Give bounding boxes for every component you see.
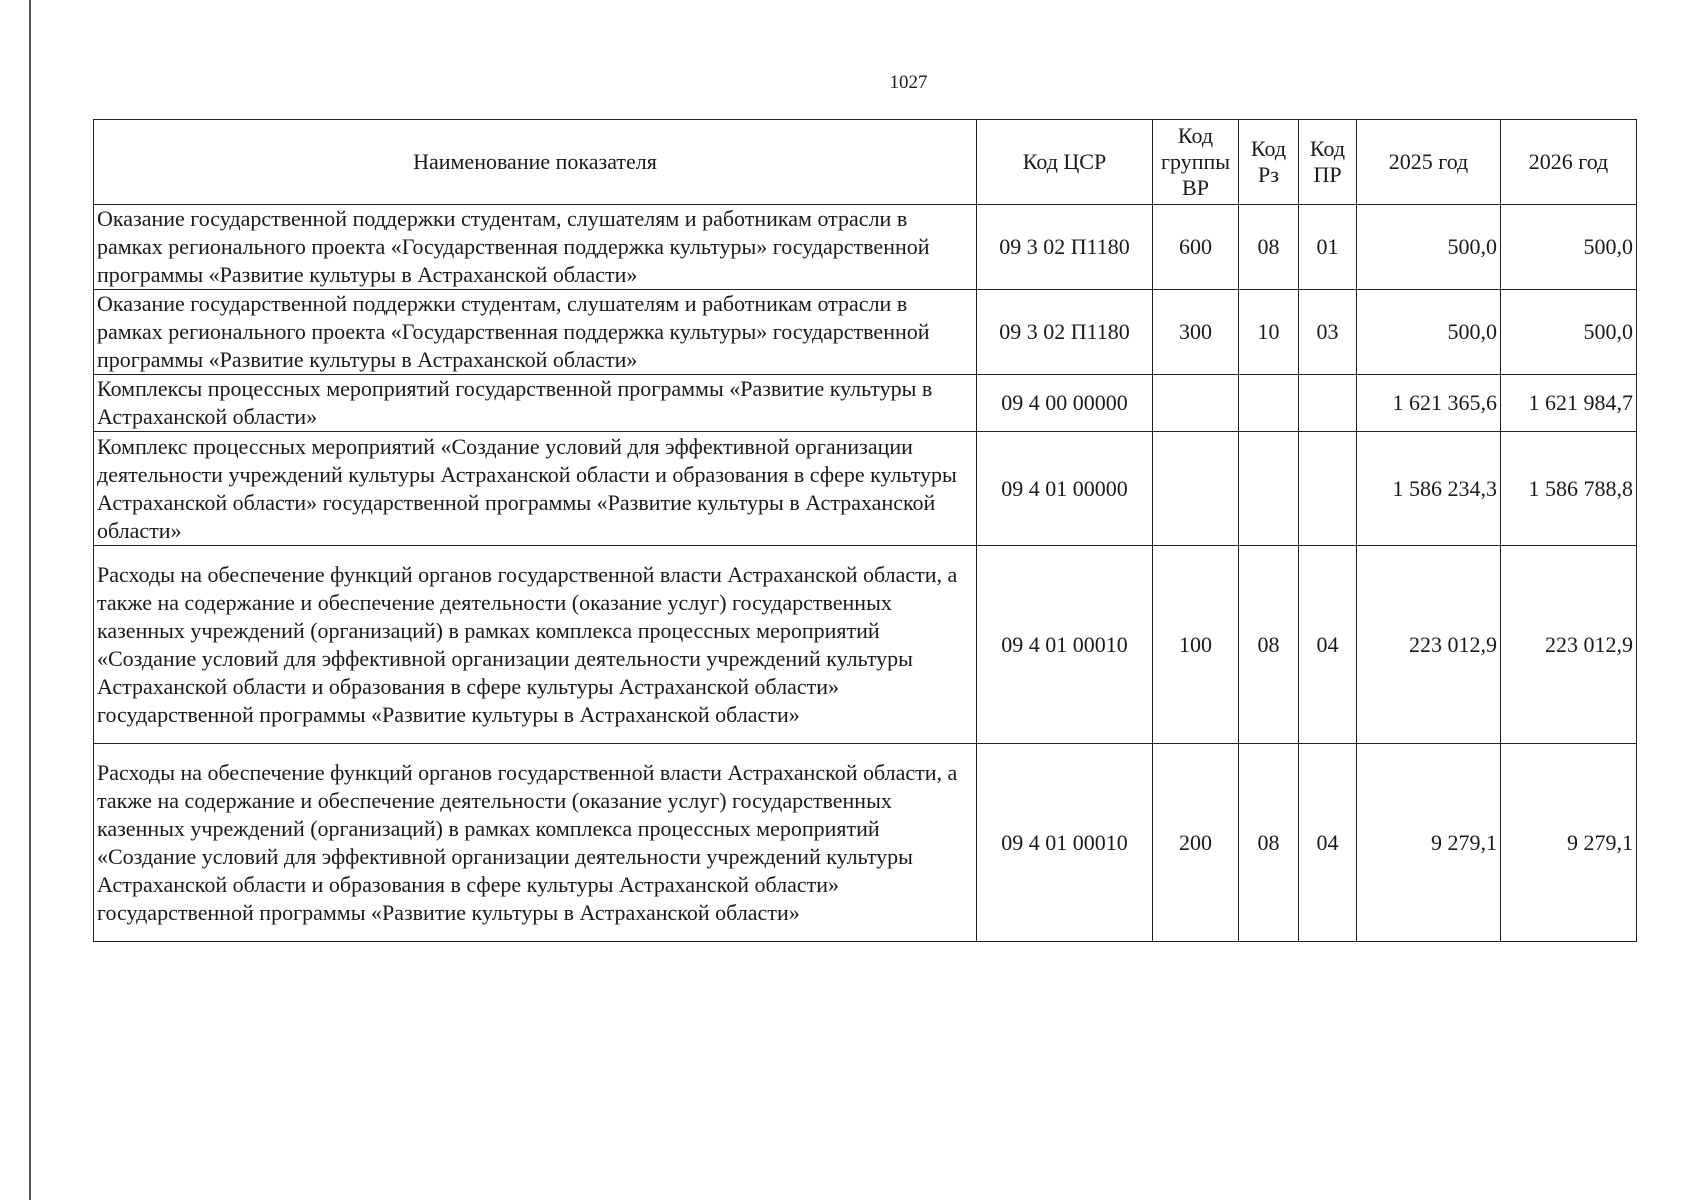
table-row [94, 744, 1637, 942]
header-year-2026: 2026 год [1501, 120, 1637, 205]
table-row [94, 290, 1637, 375]
table-header [94, 120, 1637, 205]
row-vr-code [1153, 375, 1239, 432]
row-amount-2026: 9 279,1 [1501, 744, 1637, 942]
header-row [94, 120, 1637, 205]
row-amount-2026: 1 586 788,8 [1501, 432, 1637, 546]
row-rz-code [1239, 432, 1299, 546]
row-vr-code: 300 [1153, 290, 1239, 375]
row-name: Комплекс процессных мероприятий «Создание условий для эффективной организации деятельности учреждений культуры Астраханской области и образования в сфере культуры Астраханской области» государственной программы «Развитие культуры в Астраханской области» [94, 432, 977, 546]
header-rz-code: Код Рз [1239, 120, 1299, 205]
table-row [94, 546, 1637, 744]
page-number: 1027 [889, 72, 928, 93]
row-pr-code: 03 [1299, 290, 1357, 375]
row-rz-code: 10 [1239, 290, 1299, 375]
header-pr-code: Код ПР [1299, 120, 1357, 205]
row-amount-2025: 1 621 365,6 [1357, 375, 1501, 432]
row-amount-2026: 223 012,9 [1501, 546, 1637, 744]
row-vr-code: 200 [1153, 744, 1239, 942]
row-amount-2026: 1 621 984,7 [1501, 375, 1637, 432]
row-amount-2025: 500,0 [1357, 290, 1501, 375]
row-pr-code: 04 [1299, 546, 1357, 744]
row-rz-code [1239, 375, 1299, 432]
header-name: Наименование показателя [94, 120, 977, 205]
row-amount-2026: 500,0 [1501, 290, 1637, 375]
row-vr-code: 600 [1153, 205, 1239, 290]
table-row [94, 432, 1637, 546]
row-csr-code: 09 4 01 00000 [977, 432, 1153, 546]
row-pr-code: 01 [1299, 205, 1357, 290]
header-vr-code: Код группы ВР [1153, 120, 1239, 205]
row-pr-code [1299, 375, 1357, 432]
row-pr-code [1299, 432, 1357, 546]
row-rz-code: 08 [1239, 205, 1299, 290]
row-name: Оказание государственной поддержки студентам, слушателям и работникам отрасли в рамках регионального проекта «Государственная поддержка культуры» государственной программы «Развитие культуры в Астраханской области» [94, 290, 977, 375]
row-name: Комплексы процессных мероприятий государственной программы «Развитие культуры в Астраханской области» [94, 375, 977, 432]
row-vr-code: 100 [1153, 546, 1239, 744]
row-vr-code [1153, 432, 1239, 546]
row-csr-code: 09 4 01 00010 [977, 546, 1153, 744]
row-name: Оказание государственной поддержки студентам, слушателям и работникам отрасли в рамках регионального проекта «Государственная поддержка культуры» государственной программы «Развитие культуры в Астраханской области» [94, 205, 977, 290]
row-amount-2026: 500,0 [1501, 205, 1637, 290]
row-rz-code: 08 [1239, 744, 1299, 942]
row-pr-code: 04 [1299, 744, 1357, 942]
row-csr-code: 09 3 02 П1180 [977, 290, 1153, 375]
row-csr-code: 09 4 01 00010 [977, 744, 1153, 942]
row-name: Расходы на обеспечение функций органов государственной власти Астраханской области, а также на содержание и обеспечение деятельности (оказание услуг) государственных казенных учреждений (организаций) в рамках комплекса процессных мероприятий «Создание условий для эффективной организации деятельности учреждений культуры Астраханской области и образования в сфере культуры Астраханской области» государственной программы «Развитие культуры в Астраханской области» [94, 744, 977, 942]
table-row [94, 375, 1637, 432]
table-row [94, 205, 1637, 290]
row-amount-2025: 500,0 [1357, 205, 1501, 290]
header-csr-code: Код ЦСР [977, 120, 1153, 205]
row-csr-code: 09 4 00 00000 [977, 375, 1153, 432]
page-binding-line [29, 0, 31, 1200]
header-year-2025: 2025 год [1357, 120, 1501, 205]
row-name: Расходы на обеспечение функций органов государственной власти Астраханской области, а также на содержание и обеспечение деятельности (оказание услуг) государственных казенных учреждений (организаций) в рамках комплекса процессных мероприятий «Создание условий для эффективной организации деятельности учреждений культуры Астраханской области и образования в сфере культуры Астраханской области» государственной программы «Развитие культуры в Астраханской области» [94, 546, 977, 744]
table-body [94, 205, 1637, 942]
row-amount-2025: 1 586 234,3 [1357, 432, 1501, 546]
row-amount-2025: 223 012,9 [1357, 546, 1501, 744]
budget-table [93, 119, 1637, 942]
row-amount-2025: 9 279,1 [1357, 744, 1501, 942]
row-rz-code: 08 [1239, 546, 1299, 744]
row-csr-code: 09 3 02 П1180 [977, 205, 1153, 290]
